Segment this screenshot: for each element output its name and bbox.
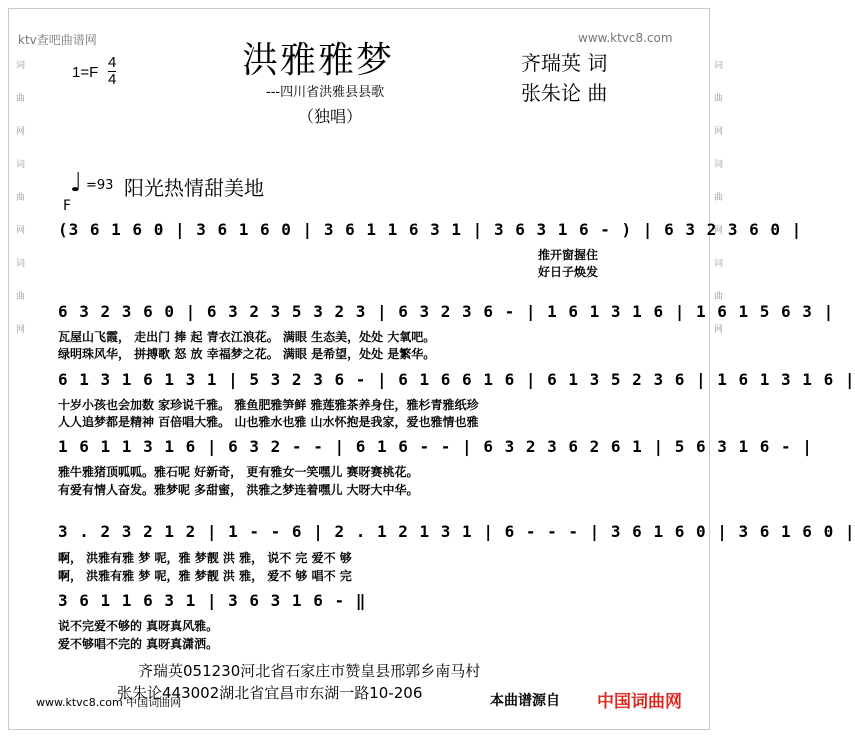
time-signature-bottom: 4 <box>108 71 117 88</box>
chord-symbol: F <box>63 198 72 214</box>
watermark-side-right: 词曲网词曲网词曲网 <box>712 60 722 357</box>
lyric-line-2: 绿明珠风华， 拼搏歌 怒 放 幸福梦之花。 满眼 是希望，处处 是繁华。 <box>58 347 436 361</box>
footer-site-left: www.ktvc8.com 中国词曲网 <box>36 696 182 709</box>
song-subtitle: ---四川省洪雅县县歌 <box>266 85 385 100</box>
notation-row: 6 1 3 1 6 1 3 1 | 5 3 2 3 6 - | 6 1 6 6 1 6 | 6 1 3 5 2 3 6 | 1 6 1 3 1 6 | <box>58 370 855 389</box>
lyricist-credit: 齐瑞英 词 <box>521 51 608 75</box>
notation-row: 3 . 2 3 2 1 2 | 1 - - 6 | 2 . 1 2 1 3 1 | 6 - - - | 3 6 1 6 0 | 3 6 1 6 0 | <box>58 522 855 541</box>
tempo-expression: 阳光热情甜美地 <box>124 176 264 200</box>
lyric-line-2: 有爱有情人奋发。雅梦呢 多甜蜜， 洪雅之梦连着嘿儿 大呀大中华。 <box>58 483 419 497</box>
lyric-line-1: 十岁小孩也会加数 家珍说千雅。 雅鱼肥雅笋鲜 雅莲雅茶养身住，雅杉青雅纸珍 <box>58 398 479 412</box>
lyric-line-1: 推开窗握住 <box>538 248 599 262</box>
quarter-note-icon: ♩ <box>70 168 83 198</box>
lyric-line-1: 说不完爱不够的 真呀真风雅。 <box>58 619 219 633</box>
watermark-side-left: 词曲网词曲网词曲网 <box>14 60 24 357</box>
lyric-line-1: 瓦屋山飞霞， 走出门 捧 起 青衣江浪花。 满眼 生态美，处处 大氧吧。 <box>58 330 436 344</box>
footer-site-logo: 中国词曲网 <box>597 692 682 712</box>
performance-mode: （独唱） <box>298 107 363 126</box>
notation-row: (3 6 1 6 0 | 3 6 1 6 0 | 3 6 1 1 6 3 1 | 3 6 3 1 6 - ) | 6 3 2 3 6 0 | <box>58 220 803 239</box>
lyric-line-2: 啊， 洪雅有雅 梦 呢，雅 梦靓 洪 雅， 爱不 够 唱不 完 <box>58 569 352 583</box>
watermark-top-left: ktv查吧曲谱网 <box>18 33 97 47</box>
lyric-line-1: 啊， 洪雅有雅 梦 呢，雅 梦靓 洪 雅， 说不 完 爱不 够 <box>58 551 352 565</box>
key-signature: 1=F <box>72 64 99 81</box>
song-title: 洪雅雅梦 <box>242 40 395 81</box>
composer-credit: 张朱论 曲 <box>521 81 608 105</box>
lyric-line-2: 人人追梦都是精神 百倍唱大雅。 山也雅水也雅 山水怀抱是我家，爱也雅情也雅 <box>58 415 479 429</box>
tempo-bpm: =93 <box>86 178 114 193</box>
notation-row: 3 6 1 1 6 3 1 | 3 6 3 1 6 - ‖ <box>58 591 367 610</box>
notation-row: 6 3 2 3 6 0 | 6 3 2 3 5 3 2 3 | 6 3 2 3 6 - | 1 6 1 3 1 6 | 1 6 1 5 6 3 | <box>58 302 835 321</box>
time-signature-top: 4 <box>108 54 117 71</box>
lyric-line-2: 爱不够唱不完的 真呀真潇洒。 <box>58 637 219 651</box>
lyric-line-1: 雅牛雅猪顶呱呱。雅石呢 好新奇， 更有雅女一笑嘿儿 赛呀赛桃花。 <box>58 465 419 479</box>
footer-lyricist-address: 齐瑞英051230河北省石家庄市赞皇县邢郭乡南马村 <box>138 662 481 680</box>
footer-source-label: 本曲谱源自 <box>490 693 560 709</box>
footer-composer-address: 张朱论443002湖北省宜昌市东湖一路10-206 <box>117 684 423 702</box>
lyric-line-2: 好日子焕发 <box>538 265 599 279</box>
notation-row: 1 6 1 1 3 1 6 | 6 3 2 - - | 6 1 6 - - | 6 3 2 3 6 2 6 1 | 5 6 3 1 6 - | <box>58 437 813 456</box>
time-signature <box>108 55 116 88</box>
watermark-top-right: www.ktvc8.com <box>578 31 673 45</box>
